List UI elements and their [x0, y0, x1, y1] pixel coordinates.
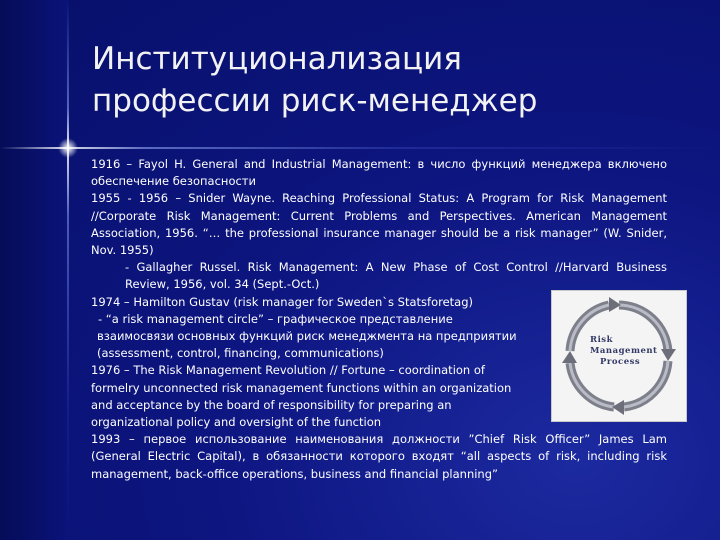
light-flare: [58, 138, 78, 158]
diagram-label-risk: Risk: [590, 335, 613, 345]
paragraph-1916: 1916 – Fayol H. General and Industrial Management: в число функций менеджера включено обеспечение безопасности: [91, 157, 667, 189]
diagram-label: [590, 335, 660, 368]
diagram-label-management: Management: [590, 346, 658, 356]
paragraph-1976-a: 1976 – The Risk Management Revolution // Fortune – coordination of: [91, 363, 485, 378]
left-band: [0, 0, 68, 540]
paragraph-functions: взаимосвязи основных функций риск менеджмента на предприятии: [97, 329, 517, 344]
risk-management-process-diagram: [551, 290, 687, 422]
paragraph-1976-b: formelry unconnected risk management functions within an organization: [91, 380, 512, 395]
vertical-accent-line: [67, 0, 69, 540]
paragraph-1976-c: and acceptance by the board of responsibility for preparing an: [91, 397, 452, 412]
paragraph-1955: 1955 - 1956 – Snider Wayne. Reaching Professional Status: A Program for Risk Management //Corporate Risk Management: Current Problems and Perspectives. American Management Association, 1956. “… the professional insurance manager should be a risk manager” (W. Snider, Nov. 1955): [91, 191, 667, 258]
paragraph-1976-d: organizational policy and oversight of the function: [91, 415, 382, 430]
slide-title: [92, 38, 692, 122]
paragraph-assessment: (assessment, control, financing, communications): [97, 346, 384, 361]
paragraph-1993: 1993 – первое использование наименования должности ”Chief Risk Officer” James Lam (General Electric Capital), в обязанности которого входят “all aspects of risk, including risk management, back-office operations, business and financial planning”: [91, 432, 667, 481]
diagram-label-process: Process: [600, 357, 641, 367]
paragraph-gallagher: - Gallagher Russel. Risk Management: A New Phase of Cost Control //Harvard Business Review, 1956, vol. 34 (Sept.-Oct.): [125, 260, 667, 292]
title-line-2: профессии риск-менеджер: [92, 83, 538, 119]
title-line-1: Институционализация: [92, 41, 462, 77]
paragraph-circle: - “a risk management circle” – графическое представление: [98, 311, 453, 326]
horizontal-accent-line: [0, 147, 720, 149]
paragraph-1974: 1974 – Hamilton Gustav (risk manager for Sweden`s Statsforetag): [91, 294, 474, 309]
